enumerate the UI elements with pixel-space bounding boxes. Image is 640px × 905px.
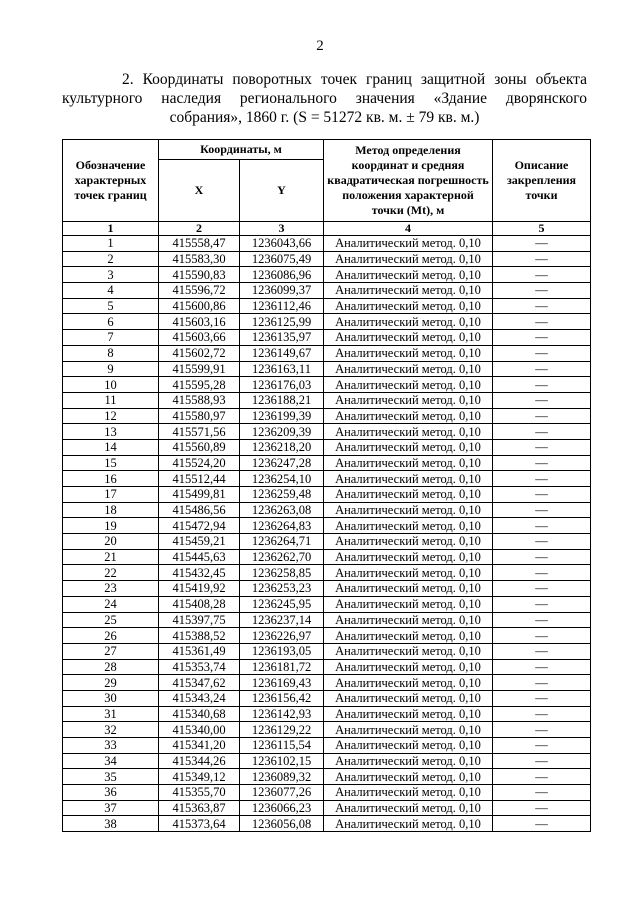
cell-x: 415355,70 <box>159 785 240 801</box>
cell-point-number: 8 <box>63 345 159 361</box>
header-x: X <box>159 160 240 222</box>
cell-x: 415603,16 <box>159 314 240 330</box>
cell-y: 1236142,93 <box>240 706 324 722</box>
table-row <box>63 753 591 769</box>
cell-description: — <box>493 487 591 503</box>
table-row <box>63 722 591 738</box>
table-row <box>63 377 591 393</box>
cell-point-number: 33 <box>63 738 159 754</box>
table-row <box>63 581 591 597</box>
cell-point-number: 32 <box>63 722 159 738</box>
cell-method: Аналитический метод. 0,10 <box>324 377 493 393</box>
cell-y: 1236135,97 <box>240 330 324 346</box>
cell-x: 415583,30 <box>159 251 240 267</box>
cell-method: Аналитический метод. 0,10 <box>324 549 493 565</box>
table-row <box>63 643 591 659</box>
cell-method: Аналитический метод. 0,10 <box>324 408 493 424</box>
cell-y: 1236056,08 <box>240 816 324 832</box>
cell-description: — <box>493 236 591 252</box>
cell-y: 1236077,26 <box>240 785 324 801</box>
table-row <box>63 596 591 612</box>
cell-point-number: 17 <box>63 487 159 503</box>
cell-method: Аналитический метод. 0,10 <box>324 706 493 722</box>
header-designation: Обозначение характерных точек границ <box>63 140 159 222</box>
cell-y: 1236181,72 <box>240 659 324 675</box>
table-row <box>63 738 591 754</box>
cell-x: 415341,20 <box>159 738 240 754</box>
cell-y: 1236247,28 <box>240 455 324 471</box>
cell-point-number: 13 <box>63 424 159 440</box>
cell-y: 1236237,14 <box>240 612 324 628</box>
cell-x: 415603,66 <box>159 330 240 346</box>
cell-y: 1236176,03 <box>240 377 324 393</box>
table-row <box>63 283 591 299</box>
cell-point-number: 21 <box>63 549 159 565</box>
cell-y: 1236163,11 <box>240 361 324 377</box>
cell-method: Аналитический метод. 0,10 <box>324 722 493 738</box>
table-row <box>63 800 591 816</box>
cell-description: — <box>493 785 591 801</box>
cell-description: — <box>493 534 591 550</box>
cell-method: Аналитический метод. 0,10 <box>324 361 493 377</box>
cell-point-number: 31 <box>63 706 159 722</box>
cell-x: 415347,62 <box>159 675 240 691</box>
table-row <box>63 298 591 314</box>
cell-x: 415558,47 <box>159 236 240 252</box>
cell-description: — <box>493 298 591 314</box>
cell-y: 1236193,05 <box>240 643 324 659</box>
header-y: Y <box>240 160 324 222</box>
cell-method: Аналитический метод. 0,10 <box>324 596 493 612</box>
cell-method: Аналитический метод. 0,10 <box>324 675 493 691</box>
cell-point-number: 37 <box>63 800 159 816</box>
cell-x: 415600,86 <box>159 298 240 314</box>
cell-description: — <box>493 628 591 644</box>
cell-method: Аналитический метод. 0,10 <box>324 236 493 252</box>
cell-point-number: 6 <box>63 314 159 330</box>
cell-y: 1236089,32 <box>240 769 324 785</box>
cell-point-number: 28 <box>63 659 159 675</box>
cell-method: Аналитический метод. 0,10 <box>324 816 493 832</box>
cell-y: 1236199,39 <box>240 408 324 424</box>
cell-x: 415363,87 <box>159 800 240 816</box>
cell-point-number: 2 <box>63 251 159 267</box>
cell-y: 1236129,22 <box>240 722 324 738</box>
cell-description: — <box>493 675 591 691</box>
cell-method: Аналитический метод. 0,10 <box>324 581 493 597</box>
table-row <box>63 518 591 534</box>
cell-x: 415349,12 <box>159 769 240 785</box>
cell-y: 1236218,20 <box>240 439 324 455</box>
cell-method: Аналитический метод. 0,10 <box>324 518 493 534</box>
cell-x: 415340,68 <box>159 706 240 722</box>
cell-x: 415590,83 <box>159 267 240 283</box>
cell-point-number: 16 <box>63 471 159 487</box>
cell-x: 415353,74 <box>159 659 240 675</box>
section-heading: 2. Координаты поворотных точек границ защитной зоны объекта культурного наследия регионального значения «Здание дворянского собрания», 1860 г. (S = 51272 кв. м. ± 79 кв. м.) <box>62 71 587 126</box>
table-row <box>63 706 591 722</box>
table-row <box>63 439 591 455</box>
cell-method: Аналитический метод. 0,10 <box>324 392 493 408</box>
cell-y: 1236066,23 <box>240 800 324 816</box>
cell-description: — <box>493 565 591 581</box>
cell-point-number: 35 <box>63 769 159 785</box>
cell-y: 1236245,95 <box>240 596 324 612</box>
cell-description: — <box>493 267 591 283</box>
cell-method: Аналитический метод. 0,10 <box>324 298 493 314</box>
cell-x: 415472,94 <box>159 518 240 534</box>
table-row <box>63 659 591 675</box>
cell-point-number: 34 <box>63 753 159 769</box>
cell-x: 415486,56 <box>159 502 240 518</box>
cell-method: Аналитический метод. 0,10 <box>324 753 493 769</box>
cell-description: — <box>493 330 591 346</box>
table-row <box>63 549 591 565</box>
cell-method: Аналитический метод. 0,10 <box>324 455 493 471</box>
header-method: Метод определения координат и средняя квадратическая погрешность положения характерной точки (Mt), м <box>324 140 493 222</box>
cell-description: — <box>493 800 591 816</box>
cell-x: 415432,45 <box>159 565 240 581</box>
table-row <box>63 816 591 832</box>
cell-y: 1236264,71 <box>240 534 324 550</box>
cell-point-number: 10 <box>63 377 159 393</box>
cell-method: Аналитический метод. 0,10 <box>324 785 493 801</box>
table-row <box>63 236 591 252</box>
cell-description: — <box>493 816 591 832</box>
cell-description: — <box>493 612 591 628</box>
cell-x: 415596,72 <box>159 283 240 299</box>
table-row <box>63 267 591 283</box>
cell-method: Аналитический метод. 0,10 <box>324 769 493 785</box>
table-row <box>63 345 591 361</box>
cell-y: 1236226,97 <box>240 628 324 644</box>
cell-point-number: 1 <box>63 236 159 252</box>
cell-x: 415361,49 <box>159 643 240 659</box>
cell-y: 1236112,46 <box>240 298 324 314</box>
cell-x: 415445,63 <box>159 549 240 565</box>
cell-x: 415340,00 <box>159 722 240 738</box>
cell-description: — <box>493 283 591 299</box>
table-row <box>63 251 591 267</box>
cell-y: 1236125,99 <box>240 314 324 330</box>
cell-point-number: 19 <box>63 518 159 534</box>
cell-method: Аналитический метод. 0,10 <box>324 800 493 816</box>
cell-method: Аналитический метод. 0,10 <box>324 612 493 628</box>
cell-point-number: 20 <box>63 534 159 550</box>
cell-description: — <box>493 471 591 487</box>
cell-x: 415571,56 <box>159 424 240 440</box>
cell-x: 415408,28 <box>159 596 240 612</box>
cell-description: — <box>493 424 591 440</box>
cell-y: 1236263,08 <box>240 502 324 518</box>
cell-y: 1236262,70 <box>240 549 324 565</box>
cell-x: 415524,20 <box>159 455 240 471</box>
cell-description: — <box>493 643 591 659</box>
cell-point-number: 23 <box>63 581 159 597</box>
table-row <box>63 628 591 644</box>
table-row <box>63 612 591 628</box>
column-number: 1 <box>63 222 159 236</box>
cell-method: Аналитический метод. 0,10 <box>324 267 493 283</box>
cell-method: Аналитический метод. 0,10 <box>324 534 493 550</box>
column-number: 3 <box>240 222 324 236</box>
cell-description: — <box>493 455 591 471</box>
column-number: 5 <box>493 222 591 236</box>
cell-y: 1236086,96 <box>240 267 324 283</box>
cell-y: 1236188,21 <box>240 392 324 408</box>
table-row <box>63 424 591 440</box>
cell-method: Аналитический метод. 0,10 <box>324 345 493 361</box>
header-row-top <box>63 140 591 160</box>
header-description: Описание закрепления точки <box>493 140 591 222</box>
cell-point-number: 4 <box>63 283 159 299</box>
cell-description: — <box>493 408 591 424</box>
table-row <box>63 330 591 346</box>
table-row <box>63 785 591 801</box>
table-row <box>63 487 591 503</box>
cell-y: 1236209,39 <box>240 424 324 440</box>
cell-description: — <box>493 549 591 565</box>
cell-x: 415588,93 <box>159 392 240 408</box>
table-row <box>63 455 591 471</box>
cell-description: — <box>493 502 591 518</box>
cell-method: Аналитический метод. 0,10 <box>324 471 493 487</box>
cell-description: — <box>493 738 591 754</box>
column-number-row <box>63 222 591 236</box>
cell-x: 415599,91 <box>159 361 240 377</box>
cell-method: Аналитический метод. 0,10 <box>324 659 493 675</box>
cell-description: — <box>493 596 591 612</box>
cell-point-number: 22 <box>63 565 159 581</box>
cell-point-number: 30 <box>63 690 159 706</box>
cell-description: — <box>493 518 591 534</box>
table-row <box>63 314 591 330</box>
cell-y: 1236253,23 <box>240 581 324 597</box>
cell-description: — <box>493 392 591 408</box>
cell-x: 415397,75 <box>159 612 240 628</box>
table-row <box>63 565 591 581</box>
cell-description: — <box>493 251 591 267</box>
column-number: 4 <box>324 222 493 236</box>
table-row <box>63 675 591 691</box>
cell-point-number: 5 <box>63 298 159 314</box>
cell-point-number: 14 <box>63 439 159 455</box>
cell-description: — <box>493 690 591 706</box>
cell-x: 415344,26 <box>159 753 240 769</box>
cell-x: 415388,52 <box>159 628 240 644</box>
cell-point-number: 27 <box>63 643 159 659</box>
cell-point-number: 29 <box>63 675 159 691</box>
cell-method: Аналитический метод. 0,10 <box>324 643 493 659</box>
cell-method: Аналитический метод. 0,10 <box>324 502 493 518</box>
cell-method: Аналитический метод. 0,10 <box>324 738 493 754</box>
cell-method: Аналитический метод. 0,10 <box>324 690 493 706</box>
table-row <box>63 392 591 408</box>
cell-y: 1236254,10 <box>240 471 324 487</box>
cell-description: — <box>493 581 591 597</box>
table-row <box>63 408 591 424</box>
cell-x: 415373,64 <box>159 816 240 832</box>
cell-method: Аналитический метод. 0,10 <box>324 439 493 455</box>
cell-x: 415595,28 <box>159 377 240 393</box>
cell-y: 1236043,66 <box>240 236 324 252</box>
cell-y: 1236149,67 <box>240 345 324 361</box>
cell-point-number: 36 <box>63 785 159 801</box>
cell-x: 415512,44 <box>159 471 240 487</box>
header-coordinates: Координаты, м <box>159 140 324 160</box>
cell-method: Аналитический метод. 0,10 <box>324 314 493 330</box>
cell-point-number: 38 <box>63 816 159 832</box>
cell-point-number: 24 <box>63 596 159 612</box>
cell-y: 1236115,54 <box>240 738 324 754</box>
cell-method: Аналитический метод. 0,10 <box>324 565 493 581</box>
cell-description: — <box>493 706 591 722</box>
cell-y: 1236099,37 <box>240 283 324 299</box>
cell-method: Аналитический метод. 0,10 <box>324 628 493 644</box>
cell-y: 1236102,15 <box>240 753 324 769</box>
cell-y: 1236169,43 <box>240 675 324 691</box>
table-body <box>63 236 591 832</box>
coordinates-table <box>62 139 591 832</box>
cell-y: 1236156,42 <box>240 690 324 706</box>
cell-point-number: 3 <box>63 267 159 283</box>
cell-description: — <box>493 377 591 393</box>
cell-x: 415580,97 <box>159 408 240 424</box>
cell-method: Аналитический метод. 0,10 <box>324 283 493 299</box>
cell-description: — <box>493 659 591 675</box>
column-number: 2 <box>159 222 240 236</box>
cell-method: Аналитический метод. 0,10 <box>324 487 493 503</box>
cell-point-number: 25 <box>63 612 159 628</box>
cell-description: — <box>493 345 591 361</box>
cell-method: Аналитический метод. 0,10 <box>324 251 493 267</box>
cell-x: 415560,89 <box>159 439 240 455</box>
cell-method: Аналитический метод. 0,10 <box>324 424 493 440</box>
cell-y: 1236075,49 <box>240 251 324 267</box>
cell-y: 1236259,48 <box>240 487 324 503</box>
cell-x: 415602,72 <box>159 345 240 361</box>
cell-x: 415499,81 <box>159 487 240 503</box>
cell-point-number: 26 <box>63 628 159 644</box>
page-number: 2 <box>316 38 324 54</box>
cell-point-number: 7 <box>63 330 159 346</box>
cell-description: — <box>493 722 591 738</box>
cell-point-number: 12 <box>63 408 159 424</box>
cell-point-number: 18 <box>63 502 159 518</box>
cell-point-number: 11 <box>63 392 159 408</box>
table-row <box>63 502 591 518</box>
table-row <box>63 471 591 487</box>
table-row <box>63 361 591 377</box>
cell-x: 415343,24 <box>159 690 240 706</box>
cell-description: — <box>493 361 591 377</box>
cell-x: 415419,92 <box>159 581 240 597</box>
cell-method: Аналитический метод. 0,10 <box>324 330 493 346</box>
cell-description: — <box>493 439 591 455</box>
cell-point-number: 9 <box>63 361 159 377</box>
cell-point-number: 15 <box>63 455 159 471</box>
table-row <box>63 769 591 785</box>
cell-description: — <box>493 314 591 330</box>
cell-description: — <box>493 769 591 785</box>
cell-x: 415459,21 <box>159 534 240 550</box>
table-row <box>63 690 591 706</box>
table-row <box>63 534 591 550</box>
cell-y: 1236258,85 <box>240 565 324 581</box>
cell-description: — <box>493 753 591 769</box>
cell-y: 1236264,83 <box>240 518 324 534</box>
